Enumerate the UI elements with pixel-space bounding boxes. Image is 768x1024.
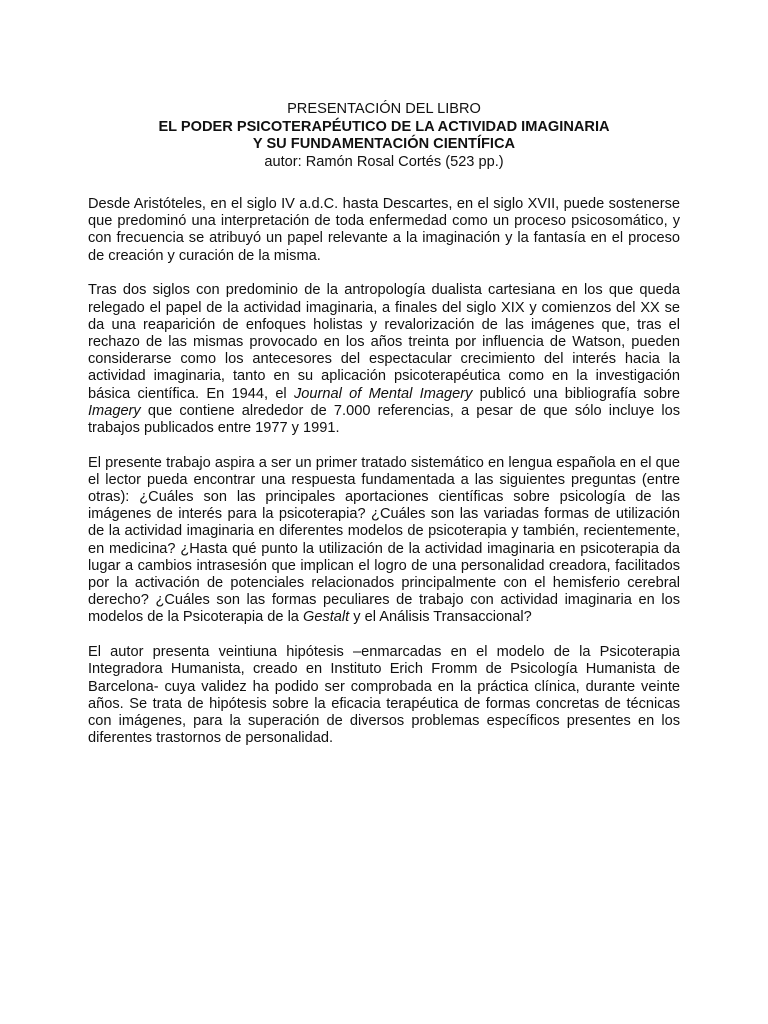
paragraph-3-text-b: y el Análisis Transaccional? [349,609,532,626]
paragraph-3-text-a: El presente trabajo aspira a ser un primer tratado sistemático en lengua española en el que el lector pueda encontrar una respuesta fundamentada a las siguientes preguntas (entre otras): ¿Cuáles son las principales aportaciones científicas sobre psicología de las imágenes de interés para la psicoterapia? ¿Cuáles son las variadas formas de utilización de la actividad imaginaria en diferentes modelos de psicoterapia y también, recientemente, en medicina? ¿Hasta qué punto la utilización de la actividad imaginaria en psicoterapia da lugar a cambios intrasesión que implican el logro de una personalidad creadora, facilitados por la activación de potenciales relacionados principalmente con el hemisferio cerebral derecho? ¿Cuáles son las formas peculiares de trabajo con actividad imaginaria en los modelos de la Psicoterapia de la [88,454,680,626]
book-title-line-2: Y SU FUNDAMENTACIÓN CIENTÍFICA [252,136,516,152]
imagery-term: Imagery [88,402,141,419]
paragraph-2-text-c: que contiene alrededor de 7.000 referencias, a pesar de que sólo incluye los trabajos publicados entre 1977 y 1991. [88,402,680,436]
journal-title: Journal of Mental Imagery [293,385,473,402]
presentation-label: PRESENTACIÓN DEL LIBRO [287,101,481,117]
paragraph-2 [88,282,680,437]
paragraph-2-text-a: Tras dos siglos con predominio de la antropología dualista cartesiana en los que queda relegado el papel de la actividad imaginaria, a finales del siglo XIX y comienzos del XX se da una reaparición de enfoques holistas y revalorización de las imágenes que, tras el rechazo de las mismas provocado en los años treinta por influencia de Watson, pueden considerarse como los antecesores del espectacular crecimiento del interés hacia la actividad imaginaria, tanto en su aplicación psicoterapéutica como en la investigación básica científica. En 1944, el [88,282,680,402]
gestalt-term: Gestalt [302,609,350,626]
paragraph-2-text-b: publicó una bibliografía sobre [472,385,680,402]
paragraph-3 [88,455,680,627]
paragraph-1: Desde Aristóteles, en el siglo IV a.d.C. hasta Descartes, en el siglo XVII, puede sostenerse que predominó una interpretación de toda enfermedad como un proceso psicosomático, y con frecuencia se atribuyó un papel relevante a la imaginación y la fantasía en el proceso de creación y curación de la misma. [88,196,680,264]
book-title-line-1: EL PODER PSICOTERAPÉUTICO DE LA ACTIVIDAD IMAGINARIA [158,118,610,135]
document-header [0,101,768,171]
paragraph-4: El autor presenta veintiuna hipótesis –enmarcadas en el modelo de la Psicoterapia Integradora Humanista, creado en Instituto Erich Fromm de Psicología Humanista de Barcelona- cuya validez ha podido ser comprobada en la práctica clínica, durante veinte años. Se trata de hipótesis sobre la eficacia terapéutica de formas concretas de técnicas con imágenes, para la superación de diversos problemas específicos presentes en los diferentes trastornos de personalidad. [88,644,680,747]
author-line: autor: Ramón Rosal Cortés (523 pp.) [264,153,504,170]
document-body [88,196,680,765]
